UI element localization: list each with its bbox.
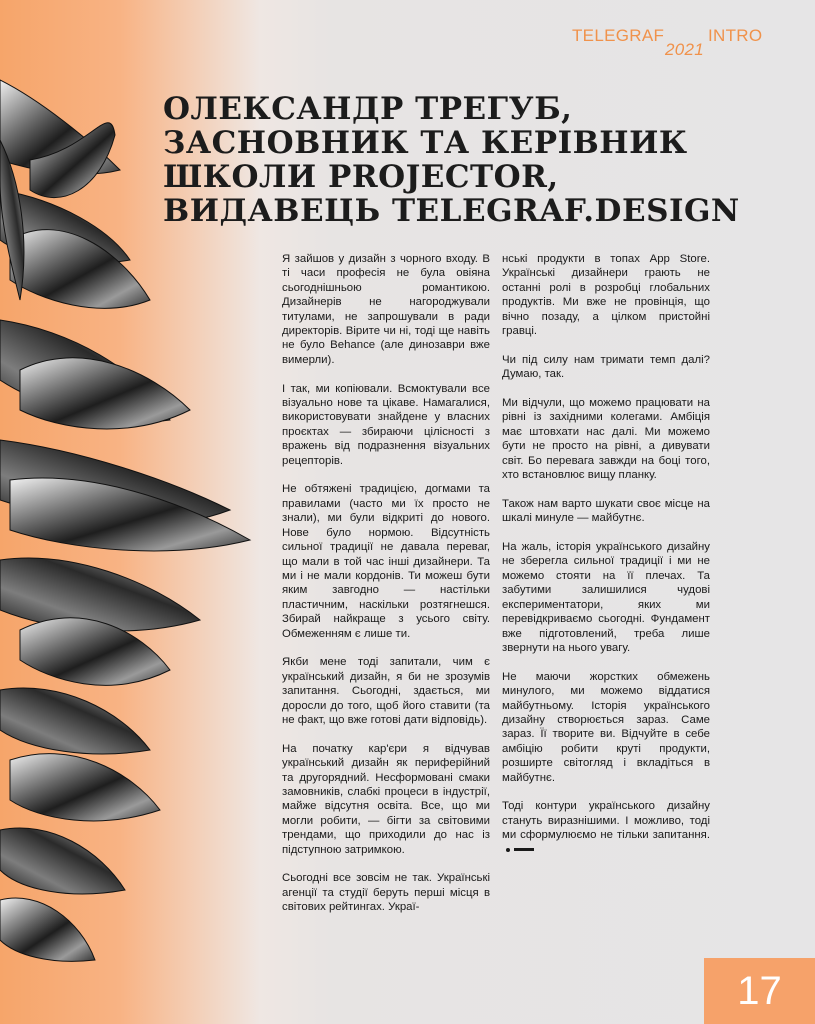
page-number: 17 (737, 968, 782, 1013)
header-tags (572, 26, 772, 66)
paragraph: Сьогодні все зовсім не так. Українські агенції та студії беруть перші місця в світових рейтингах. Украї- (282, 872, 490, 914)
paragraph: Не обтяжені традицією, догмами та правилами (часто ми їх просто не знали), ми були відкриті до нового. Нове було нормою. Відсутність сильної традиції не давала переваг, що мали в той час інші дизайнери. Та ми і не мали кордонів. Ти можеш бути яким завгодно — настільки пластичним, наскільки розтягнешся. Збирай найкраще з усього світу. Обмеженням є лише ти. (282, 483, 490, 640)
paragraph: На жаль, історія українського дизайну не зберегла сильної традиції і ми не можемо стояти на її плечах. Та забутими залишилися чудові експериментатори, яких ми перевідкриваємо сьогодні. Фундамент вже підготовлений, треба лише звернути на нього увагу. (502, 541, 710, 654)
paragraph: Також нам варто шукати своє місце на шкалі минуле — майбутнє. (502, 497, 710, 525)
paragraph: Тоді контури українського дизайну стануть виразнішими. І можливо, тоді ми сформулюємо не тільки запитання. (502, 800, 710, 842)
issue-year: 2021 (665, 40, 705, 59)
article-column-right (502, 252, 710, 872)
paragraph: Ми відчули, що можемо працювати на рівні із західними колегами. Амбіція має штовхати нас далі. Ми можемо бути не просто на рівні, а дивувати світ. Бо перевага завжди на боці того, хто встановлює вищу планку. (502, 397, 710, 482)
article-column-left (282, 252, 490, 929)
end-of-article-icon (506, 843, 534, 857)
magazine-name: TELEGRAF (572, 26, 665, 45)
article-title: ОЛЕКСАНДР ТРЕГУБ, ЗАСНОВНИК ТА КЕРІВНИК ШКОЛИ PROJECTOR, ВИДАВЕЦЬ TELEGRAF.DESIGN (163, 91, 740, 229)
paragraph: Не маючи жорстких обмежень минулого, ми можемо віддатися майбутньому. Історія українського дизайну створюється зараз. Саме зараз. Її творите ви. Відчуйте в себе амбіцію робити круті продукти, розширте світогляд і вкладіться в майбутнє. (502, 670, 710, 784)
paragraph: Якби мене тоді запитали, чим є український дизайн, я би не зрозумів запитання. Сьогодні, здається, ми доросли до того, щоб його ставити (та не факт, що вже готові дати відповідь). (282, 656, 490, 726)
paragraph: І так, ми копіювали. Всмоктували все візуально нове та цікаве. Намагалися, використовувати знайдене у власних проєктах — збираючи цілісності з вражень від подразнення візуальних рецепторів. (282, 382, 490, 467)
page-number-box (704, 958, 815, 1024)
paragraph: нські продукти в топах App Store. Українські дизайнери грають не останні ролі в розробці глобальних продуктів. Ми вже не провінція, що вічно позаду, а цілком пристойні гравці. (502, 253, 710, 338)
paragraph: Я зайшов у дизайн з чорного входу. В ті часи професія не була овіяна сьогоднішньою романтикою. Дизайнерів не нагороджували титулами, не запрошували в ради директорів. Вірите чи ні, тоді ще навіть не було Behance (але динозаври вже вимерли). (282, 253, 490, 366)
section-name: INTRO (708, 26, 763, 45)
paragraph: На початку кар'єри я відчував український дизайн як периферійний та другорядний. Несформовані смаки замовників, слабкі процеси в індустрії, майже відсутня освіта. Все, що ми могли робити, — бігти за світовими трендами, що приходили до нас із підступною затримкою. (282, 742, 490, 856)
paragraph: Чи під силу нам тримати темп далі? Думаю, так. (502, 353, 710, 381)
last-paragraph-wrap (502, 799, 710, 857)
